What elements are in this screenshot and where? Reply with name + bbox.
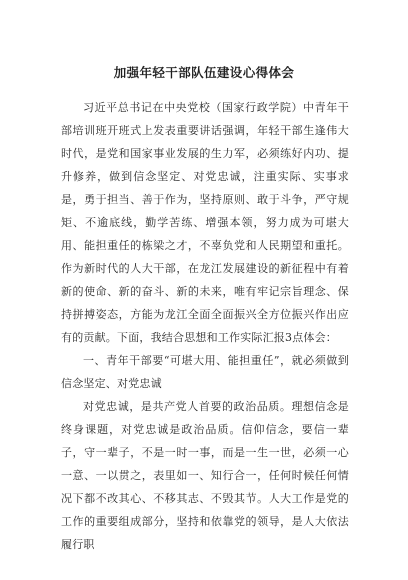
document-body [61, 96, 349, 556]
paragraph-intro: 习近平总书记在中央党校（国家行政学院）中青年干部培训班开班式上发表重要讲话强调，年轻干部生逢伟大时代，是党和国家事业发展的生力军，必须练好内功、提升修养，做到信念坚定、对党忠诚，注重实际、实事求是，勇于担当、善于作为，坚持原则、敢于斗争，严守规矩、不逾底线，勤学苦练、增强本领，努力成为可堪大用、能担重任的栋梁之才，不辜负党和人民期望和重托。作为新时代的人大干部，在龙江发展建设的新征程中有着新的使命、新的奋斗、新的未来，唯有牢记宗旨理念、保持拼搏姿态，方能为龙江全面全面振兴全方位振兴作出应有的贡献。下面，我结合思想和工作实际汇报3点体会： [61, 101, 349, 344]
paragraph-loyalty: 对党忠诚，是共产党人首要的政治品质。理想信念是终身课题，对党忠诚是政治品质。信仰信念，要信一辈子，守一辈子，不是一时一事，而是一生一世，必须一心一意、一以贯之，表里如一、知行合一，任何时候任何情况下都不改其心、不移其志、不毁其节。人大工作是党的工作的重要组成部分，坚持和依靠党的领导，是人大依法履行职 [61, 400, 349, 551]
section-heading-1: 一、青年干部要“可堪大用、能担重任”，就必须做到信念坚定、对党忠诚 [61, 354, 349, 390]
document-title: 加强年轻干部队伍建设心得体会 [113, 65, 295, 80]
